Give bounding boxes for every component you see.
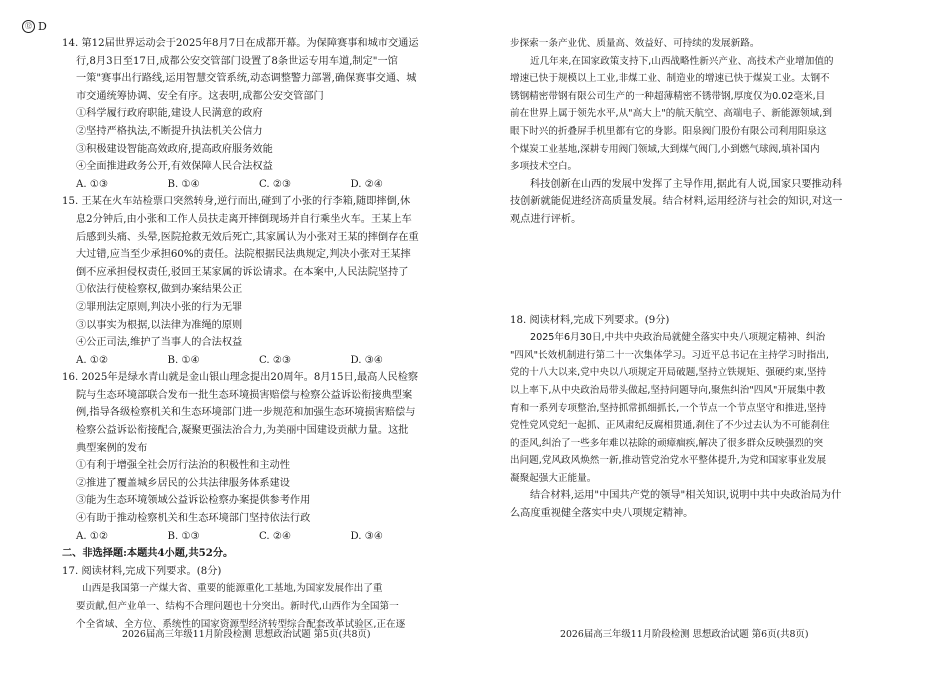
- q14-stem: 一策"赛事出行路线,运用智慧交管系统,动态调整警力部署,确保赛事交通、城: [76, 73, 417, 85]
- option-d: D. ③④: [350, 530, 384, 542]
- q18-material: 2025年6月30日,中共中央政治局就健全落实中央八项规定精神、纠治: [530, 332, 826, 344]
- option-b: B. ①④: [167, 178, 200, 190]
- q15-stem: 后感到头痛、头晕,医院抢救无效后死亡,其家属认为小张对王某的摔倒存在重: [76, 231, 419, 243]
- q15-options: [62, 352, 442, 370]
- q18-material: 凝聚起强大正能量。: [510, 472, 597, 484]
- q15-statement: ②罪刑法定原则,判决小张的行为无罪: [76, 301, 243, 313]
- q15-statement: ④公正司法,维护了当事人的合法权益: [76, 337, 243, 349]
- q17-material-cont: 个煤炭工业基地,深耕专用阀门领域,大到煤气阀门,小到燃气球阀,填补国内: [510, 143, 820, 155]
- section-heading: 二、非选择题:本题共4小题,共52分。: [62, 547, 234, 560]
- q15-stem: 倒不应承担侵权责任,驳回王某家属的诉讼请求。在本案中,人民法院坚持了: [76, 266, 409, 278]
- q16-options: [62, 528, 442, 546]
- q17-material-cont: 增速已快于规模以上工业,非煤工业、制造业的增速已快于煤炭工业。太钢不: [510, 73, 830, 85]
- q17-requirement: 观点进行评析。: [510, 213, 582, 225]
- q18-material: 出问题,党风政风焕然一新,推动管党治党水平整体提升,为党和国家事业发展: [510, 455, 827, 467]
- q14-options: [62, 176, 442, 194]
- q17-material-cont: 眼下时兴的折叠屏手机里都有它的身影。阳泉阀门股份有限公司利用阳泉这: [510, 125, 827, 137]
- q18-material: "四风"长效机制进行第二十一次集体学习。习近平总书记在主持学习时指出,: [510, 349, 829, 361]
- q18-material: 党的十八大以来,党中央以八项规定开局破题,坚持立铁规矩、强硬约束,坚持: [510, 367, 827, 379]
- q18-material: 党性党风党纪一起抓、正风肃纪反腐相贯通,刹住了不少过去认为不可能刹住: [510, 420, 830, 432]
- q15-statement: ③以事实为根据,以法律为准绳的原则: [76, 319, 243, 331]
- q17-requirement: 技创新就能促进经济高质量发展。结合材料,运用经济与社会的知识,对这一: [510, 196, 843, 208]
- q16-statement: ②推进了覆盖城乡居民的公共法律服务体系建设: [76, 477, 290, 489]
- page-number-badge: ⑫: [22, 20, 35, 33]
- page-footer-right: 2026届高三年级11月阶段检测 思想政治试题 第6页(共8页): [560, 629, 809, 640]
- q17-material: 个全省域、全方位、系统性的国家资源型经济转型综合配套改革试验区,正在逐: [76, 618, 406, 630]
- q17-material: 要贡献,但产业单一、结构不合理问题也十分突出。新时代,山西作为全国第一: [76, 601, 399, 612]
- q16-stem: 院与生态环境部联合发布一批生态环境损害赔偿与检察公益诉讼衔接典型案: [76, 389, 413, 401]
- q16-stem: 16. 2025年是绿水青山就是金山银山理念提出20周年。8月15日,最高人民检察: [62, 372, 419, 384]
- q16-statement: ①有利于增强全社会厉行法治的积极性和主动性: [76, 460, 290, 472]
- q17-requirement: 科技创新在山西的发展中发挥了主导作用,据此有人说,国家只要推动科: [530, 178, 843, 190]
- option-d: D. ②④: [350, 178, 384, 190]
- option-a: A. ①③: [76, 178, 109, 190]
- q14-statement: ④全面推进政务公开,有效保障人民合法权益: [76, 161, 273, 173]
- q16-statement: ③能为生态环境领域公益诉讼检察办案提供参考作用: [76, 495, 311, 507]
- q17-material-cont: 近几年来,在国家政策支持下,山西战略性新兴产业、高技术产业增加值的: [530, 55, 834, 67]
- option-b: B. ①④: [167, 354, 200, 366]
- q18-material: 的歪风,纠治了一些多年难以祛除的顽瘴痼疾,解决了很多群众反映强烈的突: [510, 437, 824, 449]
- q16-stem: 例,指导各级检察机关和生态环境部门进一步规范和加强生态环境损害赔偿与: [76, 407, 416, 419]
- q17-material-cont: 前在世界上属于领先水平,从"高大上"的航天航空、高端电子、新能源领域,到: [510, 108, 832, 120]
- q14-statement: ①科学履行政府职能,建设人民满意的政府: [76, 108, 263, 120]
- q17-material-cont: 锈钢精密带钢有限公司生产的一种超薄精密不锈带钢,厚度仅为0.02毫米,目: [510, 90, 826, 102]
- q14-stem: 行,8月3日至17日,成都公安交管部门设置了8条世运专用车道,制定"一馆: [76, 55, 398, 67]
- q14-statement: ②坚持严格执法,不断提升执法机关公信力: [76, 125, 263, 137]
- left-column: [62, 35, 442, 633]
- option-a: A. ①②: [76, 530, 109, 542]
- q15-stem: 大过错,应当至少承担60%的责任。法院根据民法典规定,判决小张对王某摔: [76, 249, 411, 261]
- q16-stem: 检察公益诉讼衔接配合,凝聚更强法治合力,为美丽中国建设贡献力量。这批: [76, 425, 409, 437]
- option-c: C. ②③: [259, 178, 292, 190]
- page-footer-left: 2026届高三年级11月阶段检测 思想政治试题 第5页(共8页): [122, 629, 371, 640]
- q16-statement: ④有助于推动检察机关和生态环境部门坚持依法行政: [76, 513, 311, 525]
- q18-title: 18. 阅读材料,完成下列要求。(9分): [510, 314, 670, 326]
- q14-stem: 市交通统筹协调、安全有序。这表明,成都公安交管部门: [76, 90, 324, 102]
- page-marker: [22, 20, 47, 33]
- answer-space: [510, 229, 882, 312]
- option-c: C. ②④: [259, 530, 292, 542]
- q15-stem: 15. 王某在火车站检票口突然转身,逆行而出,碰到了小张的行李箱,随即摔倒,休: [62, 196, 411, 208]
- q16-stem: 典型案例的发布: [76, 442, 148, 454]
- q15-stem: 息2分钟后,由小张和工作人员扶走离开摔倒现场并自行乘坐火车。王某上车: [76, 213, 412, 225]
- q15-statement: ①依法行使检察权,做到办案结果公正: [76, 284, 243, 296]
- option-a: A. ①②: [76, 354, 109, 366]
- q14-stem: 14. 第12届世界运动会于2025年8月7日在成都开幕。为保障赛事和城市交通运: [62, 38, 419, 49]
- version-letter: D: [38, 20, 47, 33]
- option-c: C. ②③: [259, 354, 292, 366]
- q17-material-cont: 多项技术空白。: [510, 161, 578, 173]
- right-column: [510, 35, 882, 523]
- q18-material: 育和一系列专项整治,坚持抓常抓细抓长,一个节点一个节点坚守和推进,坚持: [510, 402, 827, 414]
- q18-material: 以上率下,从中央政治局带头做起,坚持问题导向,聚焦纠治"四风"开展集中教: [510, 384, 826, 396]
- q14-statement: ③积极建设智能高效政府,提高政府服务效能: [76, 143, 273, 155]
- option-b: B. ①③: [167, 530, 200, 542]
- q17-material: 山西是我国第一产煤大省、重要的能源重化工基地,为国家发展作出了重: [82, 583, 383, 595]
- q18-requirement: 么高度重视健全落实中央八项规定精神。: [510, 508, 694, 520]
- q17-material-cont: 步探索一条产业优、质量高、效益好、可持续的发展新路。: [510, 38, 760, 49]
- option-d: D. ③④: [350, 354, 384, 366]
- q18-requirement: 结合材料,运用"中国共产党的领导"相关知识,说明中共中央政治局为什: [530, 490, 842, 502]
- q17-title: 17. 阅读材料,完成下列要求。(8分): [62, 565, 222, 577]
